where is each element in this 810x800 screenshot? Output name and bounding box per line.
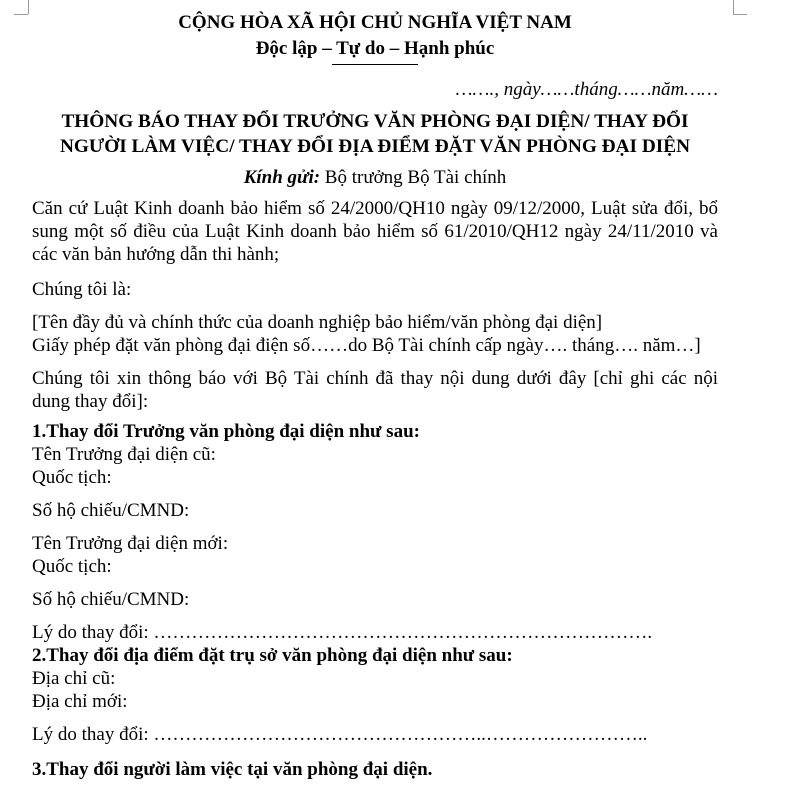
notify-paragraph: Chúng tôi xin thông báo với Bộ Tài chính đã thay nội dung dưới đây [chỉ ghi các nội dung thay đổi]:: [32, 368, 718, 412]
national-title: CỘNG HÒA XÃ HỘI CHỦ NGHĨA VIỆT NAM: [178, 12, 572, 33]
document-page: [32, 10, 718, 781]
section-3-heading: 3.Thay đổi người làm việc tại văn phòng đại diện.: [32, 759, 433, 780]
new-head-nationality-label: Quốc tịch:: [32, 556, 112, 577]
dateline: ……., ngày……tháng……năm……: [455, 79, 718, 100]
crop-mark-top-left-horizontal: [14, 14, 28, 15]
old-head-name-label: Tên Trưởng đại diện cũ:: [32, 444, 216, 465]
document-title-line-1: THÔNG BÁO THAY ĐỔI TRƯỞNG VĂN PHÒNG ĐẠI DIỆN/ THAY ĐỔI: [61, 111, 689, 132]
new-address-label: Địa chỉ mới:: [32, 691, 128, 712]
crop-mark-top-left: [28, 0, 29, 14]
old-head-passport-label: Số hộ chiếu/CMND:: [32, 500, 190, 521]
crop-mark-top-right: [733, 0, 734, 14]
motto-underline: [332, 64, 418, 65]
old-address-label: Địa chỉ cũ:: [32, 668, 116, 689]
legal-basis-paragraph: Căn cứ Luật Kinh doanh bảo hiểm số 24/2000/QH10 ngày 09/12/2000, Luật sửa đổi, bổ sung một số điều của Luật Kinh doanh bảo hiểm số 61/2010/QH12 ngày 24/11/2010 và các văn bản hướng dẫn thi hành;: [32, 198, 718, 265]
document-title: [32, 109, 718, 159]
old-head-nationality-label: Quốc tịch:: [32, 467, 112, 488]
license-paragraph: Giấy phép đặt văn phòng đại điện số……do Bộ Tài chính cấp ngày…. tháng…. năm…]: [32, 335, 701, 356]
recipient-line: [32, 165, 718, 191]
section-1-heading: 1.Thay đổi Trưởng văn phòng đại diện như sau:: [32, 421, 420, 442]
section-2-reason-line: Lý do thay đổi: ……………………………………………..……………………..: [32, 724, 648, 745]
document-title-line-2: NGƯỜI LÀM VIỆC/ THAY ĐỔI ĐỊA ĐIỂM ĐẶT VĂN PHÒNG ĐẠI DIỆN: [59, 136, 691, 157]
company-name-placeholder: [Tên đầy đủ và chính thức của doanh nghiệp bảo hiểm/văn phòng đại diện]: [32, 312, 603, 333]
section-1-reason-line: Lý do thay đổi: …………………………………………………………………….: [32, 622, 653, 643]
national-motto: Độc lập – Tự do – Hạnh phúc: [255, 38, 495, 59]
section-2-heading: 2.Thay đổi địa điểm đặt trụ sở văn phòng đại diện như sau:: [32, 645, 513, 666]
recipient-label: Kính gửi:: [243, 167, 321, 188]
recipient-value: Bộ trưởng Bộ Tài chính: [320, 167, 507, 188]
crop-mark-top-right-horizontal: [733, 14, 747, 15]
new-head-name-label: Tên Trưởng đại diện mới:: [32, 533, 229, 554]
we-are-line: Chúng tôi là:: [32, 279, 132, 300]
new-head-passport-label: Số hộ chiếu/CMND:: [32, 589, 190, 610]
